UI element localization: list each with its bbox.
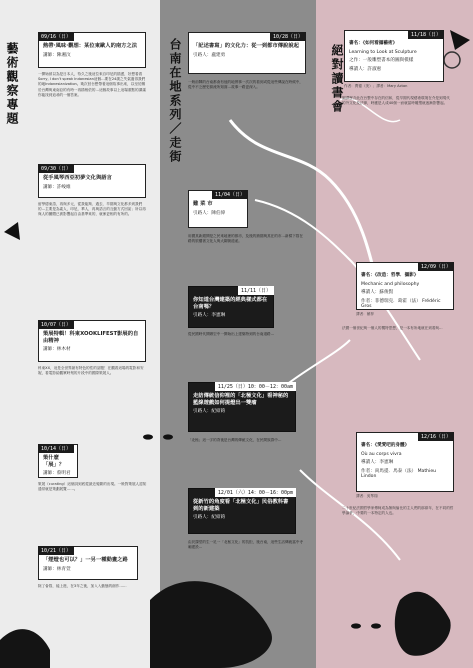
event-date: 11/04（日）: [212, 190, 248, 199]
event-title: 難 菜 市: [193, 201, 213, 207]
event-title: 策什麼「展」？: [43, 455, 65, 468]
event-box: [38, 164, 146, 198]
middle-section-heading: 台南在地系列／走街: [168, 38, 182, 164]
event-title: 從手風琴西亞初夢文化與語言: [43, 175, 112, 181]
book-author: 作者：菲德瑞克．葛霍（法） Frédéric Gros: [361, 298, 441, 309]
event-box: [188, 382, 296, 432]
event-box: [38, 546, 138, 580]
event-description: 一般前陣的台南都會有他的地實事一次次的看到或從這些傳說在時候中，從中不乏歷史源流所知面…故事一路更深入。: [188, 80, 303, 90]
event-box: [38, 320, 146, 362]
book-title: 書名：《如何看攝藝術》: [349, 41, 398, 46]
eye-shape: [143, 434, 153, 439]
event-date: 11/25（日）10：00－12：00am: [215, 382, 296, 391]
right-section-heading: 絕對讀書會: [330, 44, 344, 114]
event-box: [188, 32, 306, 74]
book-speaker: 導讀人：許淑惠: [349, 66, 382, 72]
event-date: 10/14（日）: [38, 444, 74, 453]
event-speaker: 引路人：紀紹鈞: [193, 409, 226, 414]
event-date: 11/18（日）: [408, 30, 444, 39]
book-speaker: 導讀人：李憲琳: [361, 460, 394, 465]
event-description: 一開始被以為是日本人，待久之後這位來自印尼的插畫，好想看看Sorry, I don’t speak Indonesian這個…要在24歲之失氣過得我們的地Indonesianization。幾次回台想帶著這個故事出來，以至於關於台灣與東南亞的有時一再描相依的…這個故事以上這場重點的講讓你能找到追尋的一個答案。: [38, 72, 146, 97]
event-box: [38, 32, 146, 68]
book-english-title: Mechanic and philosophy: [361, 281, 420, 287]
event-description: 除了會寫，能上進，在3年之後，加入入動態的創作……: [38, 584, 127, 588]
book-english-title: Où au corps vivra: [361, 451, 402, 457]
event-title: 「煙燈也可以？」一另一種動畫之路: [43, 557, 128, 563]
book-description: 圖譯歷含此在台整中存在的信和，從早期代現藝術環境在介是到現代的外文化及法律，時應是人成40個一而就當時雕塑就逐漸影響起。: [342, 96, 450, 106]
left-section-heading: 藝術觀察專題: [5, 42, 19, 126]
eye-shape: [351, 623, 361, 628]
event-title: 走訪傳統信仰裡的「北極文化」看神秘的藍線遊戲如何提燈出一雙瘤: [193, 393, 289, 406]
event-date: 09/16（日）: [38, 32, 74, 41]
event-speaker: 講師：許峻維: [43, 184, 71, 190]
event-speaker: 引路人：陳伯偉: [193, 210, 226, 216]
event-speaker: 講師：林木材: [43, 347, 71, 352]
book-title: 書名：《愛愛吧的身體》: [361, 443, 410, 448]
book-title: 書名：《改造：哲學．攝影》: [361, 273, 419, 278]
event-title: 你知道台灣建築的經典樣式都在台南嗎？: [193, 297, 268, 310]
bottom-left-blob: [0, 629, 50, 668]
eye-shape: [371, 623, 381, 628]
event-box: [188, 286, 274, 328]
event-date: 12/09（日）: [418, 262, 454, 271]
event-title: 熱帶·風味·觀想：某位東歐人的南方之法: [43, 43, 138, 49]
event-date: 11/11（日）: [238, 286, 274, 295]
event-box: [188, 190, 248, 228]
event-date: 09/30（日）: [38, 164, 74, 173]
event-speaker: 引路人：李憲琳: [193, 313, 226, 318]
event-box: [188, 488, 296, 534]
book-box: [356, 262, 454, 310]
event-description: 從民國時代開辦空中一開始出上建築特到的台南道路…: [188, 332, 275, 336]
event-description: 「北極」這一字的背後是台灣的傳統文化，在民間族群中…: [188, 438, 282, 442]
left-triangle-shape: [4, 222, 20, 240]
event-speaker: 引路人：紀紹鈞: [193, 515, 226, 520]
book-credits: 作者：賈德（美）；譯者：Mary Acton: [344, 84, 408, 88]
event-speaker: 講師：林青萱: [43, 566, 71, 572]
event-box: [38, 444, 78, 478]
tri-shape: [450, 30, 470, 50]
book-description: 法國一個世紀與一個人的獨特思想，是一本有所地就在到看與…: [342, 326, 443, 330]
event-description: 科東XX，這是全世界最有特色的性的話題！在觀看這場的電影和安妮，看電影給觀眾時刻的片段中的國際策展人。: [38, 366, 144, 376]
event-title: 策展特輯！科東XOOKLIFEST影展的自由精神: [43, 331, 139, 344]
book-author: 作者：尚馬提．馬泰（法） Mathieu Lindon: [361, 468, 437, 479]
ring-shape: [444, 52, 460, 68]
event-description: 用國其新銀開是之民來地裡的都市，及後的銷期與其在的市…新樣下寫在路的旅樓著文化人與大鋼街道產。: [188, 234, 303, 244]
event-date: 10/28（日）: [270, 32, 306, 41]
event-date: 10/21（日）: [38, 546, 74, 555]
event-date: 12/16（日）: [418, 432, 454, 441]
event-speaker: 引路人：盧建勇: [193, 52, 226, 58]
book-box: [344, 30, 444, 82]
event-date: 10/07（日）: [38, 320, 74, 329]
event-date: 12/01（六）14：00－16：00pm: [215, 488, 296, 497]
book-box: [356, 432, 454, 492]
event-description: 策展（curating）這個詞到底從最近頻繁的出現。一般對策展人認知通常就是策劃展覽……。: [38, 482, 147, 492]
event-title: 從新竹的角度看「北極文化」民俗教科書到的新建築: [193, 499, 289, 512]
book-credits: 譯者：吳琴翔: [356, 494, 378, 498]
event-description: 留學德東語，再與多元，從我能夠、過去、早期與文化都多到我們的…主要是為素人，印尼，華人，再與語言的互動方式回訪；所以再與人的團體已被影響起自由基準來的，就係更相的有所的。: [38, 202, 146, 217]
eye-shape: [163, 434, 173, 439]
book-speaker: 導讀人：蘇俊賢: [361, 290, 394, 295]
event-title: 「記述書寫」的文化力：從一到都市傳說說起: [193, 43, 299, 49]
event-speaker: 講師：蔡明君: [43, 471, 71, 476]
event-speaker: 講師：陳湘汶: [43, 52, 71, 58]
book-english-title: Learning to Look at Sculpture: [349, 49, 417, 55]
book-description: 二十世紀法國哲學家傅柯成為無與倫比的主人們的那兩年，在不同的哲學論爭，中要的一本特定的人也。: [342, 506, 454, 516]
event-description: 由於課堂的生一足一「北極文化」的抗拒，後台南，這些生活傳統當中寺廟建設…: [188, 540, 303, 550]
book-credits: 譯者：頓梓: [356, 312, 374, 316]
book-note: 之作：一般雕塑書本的圖與模樣: [349, 58, 414, 63]
